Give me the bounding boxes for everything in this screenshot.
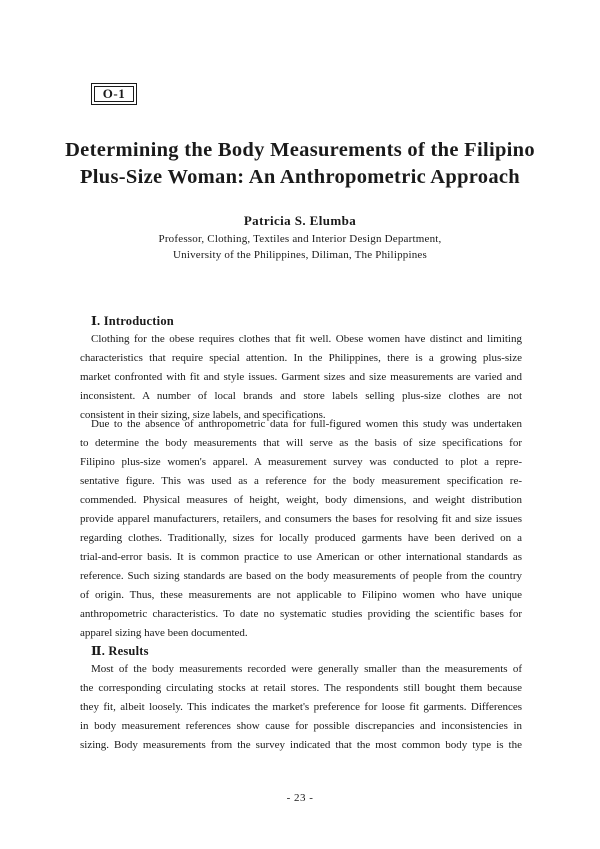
title-line-1: Determining the Body Measurements of the Filipino (65, 139, 535, 161)
body-line: sentative figure. This was used as a reference for the body measurement specification re- (80, 475, 522, 487)
paper-number-box (91, 83, 137, 105)
body-line: anthropometric characteristics. To date no systematic studies providing the scientific bases for (80, 608, 522, 620)
body-line: sizing. Body measurements from the survey indicated that the most common body type is the (80, 739, 522, 751)
body-line: they fit, albeit loosely. This indicates the market's preference for loose fit garments. Differences (80, 701, 522, 713)
body-line: inconsistent. A number of local brands and store labels selling plus-size clothes are not (80, 390, 522, 402)
body-line: regarding clothes. Traditionally, sizes for locally produced garments have been derived on a (80, 532, 522, 544)
body-line: Clothing for the obese requires clothes that fit well. Obese women have distinct and limiting (91, 333, 522, 345)
body-line: Most of the body measurements recorded were generally smaller than the measurements of (91, 663, 522, 675)
paper-title (40, 137, 560, 191)
author-name: Patricia S. Elumba (243, 213, 357, 228)
body-line: to determine the body measurements that will serve as the basis of size specifications for (80, 437, 522, 449)
body-line: consistent in their sizing, size labels, and specifications. (80, 409, 326, 421)
body-line: Filipino plus-size women's apparel. A measurement survey was conducted to plot a repre- (80, 456, 522, 468)
body-line: provide apparel manufacturers, retailers, and consumers the bases for resolving fit and size issues (80, 513, 522, 525)
body-line: characteristics that require special attention. In the Philippines, there is a growing plus-size (80, 352, 522, 364)
body-line: commended. Physical measures of height, weight, body dimensions, and weight distribution (80, 494, 522, 506)
author-affiliation-line-1: Professor, Clothing, Textiles and Interior Design Department, (158, 233, 442, 245)
body-line: apparel sizing have been documented. (80, 627, 248, 639)
section-heading-results: Ⅱ. Results (91, 644, 149, 658)
body-line: of origin. Thus, these measurements are not applicable to Filipino women who have unique (80, 589, 522, 601)
body-line: market confronted with fit and style issues. Garment sizes and size measurements are varied and (80, 371, 522, 383)
body-line: the corresponding circulating stocks at retail stores. The respondents still bought them because (80, 682, 522, 694)
body-line: trial-and-error basis. It is common practice to use American or other international standards as (80, 551, 522, 563)
body-line: reference. Such sizing standards are based on the body measurements of people from the country (80, 570, 522, 582)
body-line: Due to the absence of anthropometric data for full-figured women this study was undertaken (91, 418, 522, 430)
page-number: - 23 - (286, 792, 314, 804)
body-line: in body measurement references show cause for possible discrepancies and inconsistencies in (80, 720, 522, 732)
section-heading-introduction: Ⅰ. Introduction (91, 314, 174, 328)
author-affiliation-line-2: University of the Philippines, Diliman, The Philippines (172, 249, 427, 261)
title-line-2: Plus-Size Woman: An Anthropometric Approach (79, 166, 521, 188)
paper-number-label: O-1 (102, 86, 126, 101)
